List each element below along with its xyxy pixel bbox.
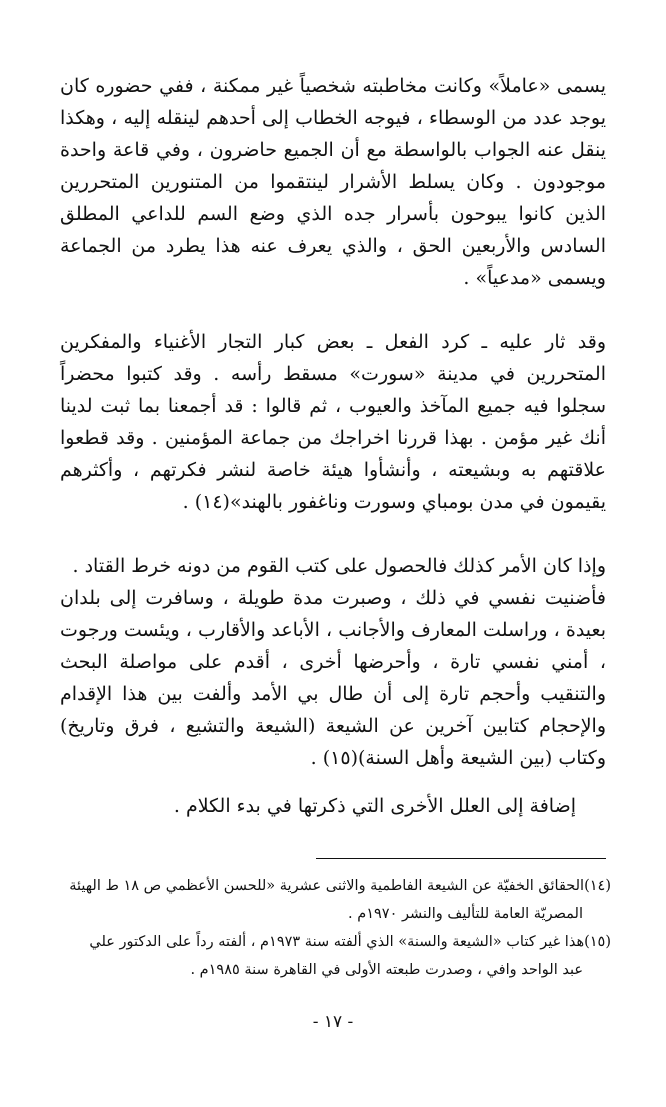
footnote-15: (١٥)هذا غير كتاب «الشيعة والسنة» الذي ألفته سنة ١٩٧٣م ، ألفته رداً على الدكتور علي xyxy=(89,934,611,950)
paragraph: إضافة إلى العلل الأخرى التي ذكرتها في بدء الكلام . xyxy=(173,795,576,817)
paragraph-spacer xyxy=(60,518,606,550)
paragraph: يسمى «عاملاً» وكانت مخاطبته شخصياً غير ممكنة ، ففي حضوره كان يوجد عدد من الوسطاء ، فيوجه الخطاب إلى أحدهم لينقله إليه ، وهكذا ينقل عنه الجواب بالواسطة مع أن الجميع حاضرون ، وفي قاعة واحدة موجودون . وكان يسلط الأشرار لينتقموا من المتنورين المتحررين الذين كانوا يبوحون بأسرار جده الذي وضع السم للداعي المطلق السادس والأربعين الحق ، والذي يعرف عنه هذا يطرد من الجماعة ويسمى «مدعياً» . xyxy=(60,75,606,289)
paragraph-spacer xyxy=(60,294,606,326)
paragraph: وإذا كان الأمر كذلك فالحصول على كتب القوم من دونه خرط القتاد . xyxy=(72,555,606,577)
footnotes xyxy=(55,872,611,984)
page-number: - ١٧ - xyxy=(312,1012,354,1032)
main-text xyxy=(60,70,606,822)
paragraph-spacer xyxy=(60,774,606,790)
paragraph: وقد ثار عليه ـ كرد الفعل ـ بعض كبار التجار الأغنياء والمفكرين المتحررين في مدينة «سورت» مسقط رأسه . وقد كتبوا محضراً سجلوا فيه جميع المآخذ والعيوب ، ثم قالوا : قد أجمعنا بما ثبت لدينا أنك غير مؤمن . بهذا قررنا اخراجك من جماعة المؤمنين . وقد قطعوا علاقتهم به وبشيعته ، وأنشأوا هيئة خاصة لنشر فكرتهم ، وأكثرهم يقيمون في مدن بومباي وسورت وناغفور بالهند»(١٤) . xyxy=(60,331,606,513)
footnote-14-continuation: المصريّة العامة للتأليف والنشر ١٩٧٠م . xyxy=(348,906,583,922)
footnote-14: (١٤)الحقائق الخفيّة عن الشيعة الفاطمية والاثنى عشرية «للحسن الأعظمي ص ١٨ ط الهيئة xyxy=(69,878,611,894)
paragraph: فأضنيت نفسي في ذلك ، وصبرت مدة طويلة ، وسافرت إلى بلدان بعيدة ، وراسلت المعارف والأجانب ، الأباعد والأقارب ، ويئست ورجوت ، أمني نفسي تارة ، وأحرضها أخرى ، أقدم على مواصلة البحث والتنقيب وأحجم تارة إلى أن طال بي الأمد وألفت بين هذا الإقدام والإحجام كتابين آخرين عن الشيعة (الشيعة والتشيع ، فرق وتاريخ) وكتاب (بين الشيعة وأهل السنة)(١٥) . xyxy=(60,587,606,769)
footnote-15-continuation: عبد الواحد وافي ، وصدرت طبعته الأولى في القاهرة سنة ١٩٨٥م . xyxy=(190,962,583,978)
footnote-separator xyxy=(316,858,606,859)
